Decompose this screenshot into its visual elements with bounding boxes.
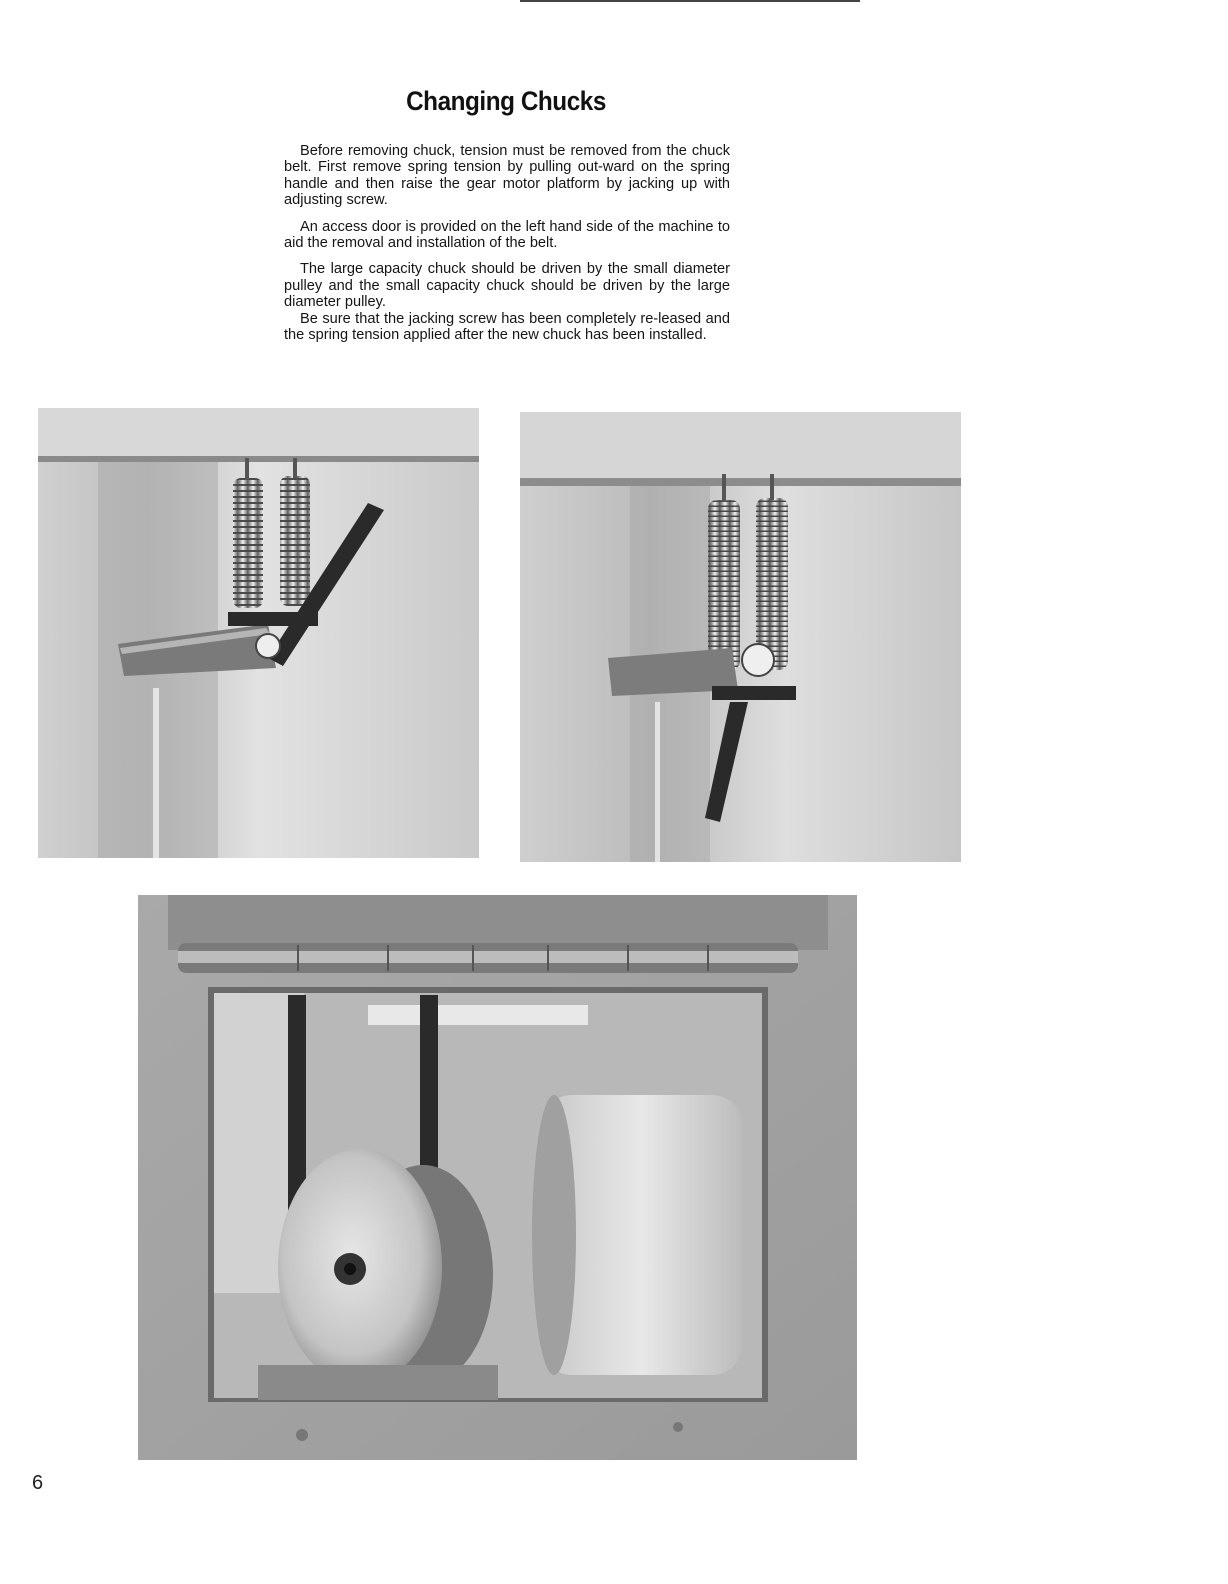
spring-handle-lowered-icon bbox=[520, 412, 961, 862]
spring-handle-lowered-photo bbox=[520, 412, 961, 862]
paragraph-4: Be sure that the jacking screw has been completely re-leased and the spring tension applied after the new chuck has been installed. bbox=[284, 310, 730, 344]
access-door-belt-pulley-icon bbox=[138, 895, 857, 1460]
top-rule bbox=[520, 0, 860, 2]
page-title: Changing Chucks bbox=[406, 86, 606, 116]
paragraph-3: The large capacity chuck should be driven by the small diameter pulley and the small capacity chuck should be driven by the large diameter pulley. bbox=[284, 261, 730, 311]
paragraph-1: Before removing chuck, tension must be removed from the chuck belt. First remove spring tension by pulling out-ward on the spring handle and then raise the gear motor platform by jacking up with adjusting screw. bbox=[284, 143, 730, 209]
paragraph-2: An access door is provided on the left hand side of the machine to aid the removal and installation of the belt. bbox=[284, 218, 730, 252]
spring-handle-raised-photo bbox=[38, 408, 479, 858]
instructions-text bbox=[284, 143, 730, 353]
spring-handle-raised-icon bbox=[38, 408, 479, 858]
page-number: 6 bbox=[32, 1472, 44, 1494]
access-door-belt-pulley-photo bbox=[138, 895, 857, 1460]
